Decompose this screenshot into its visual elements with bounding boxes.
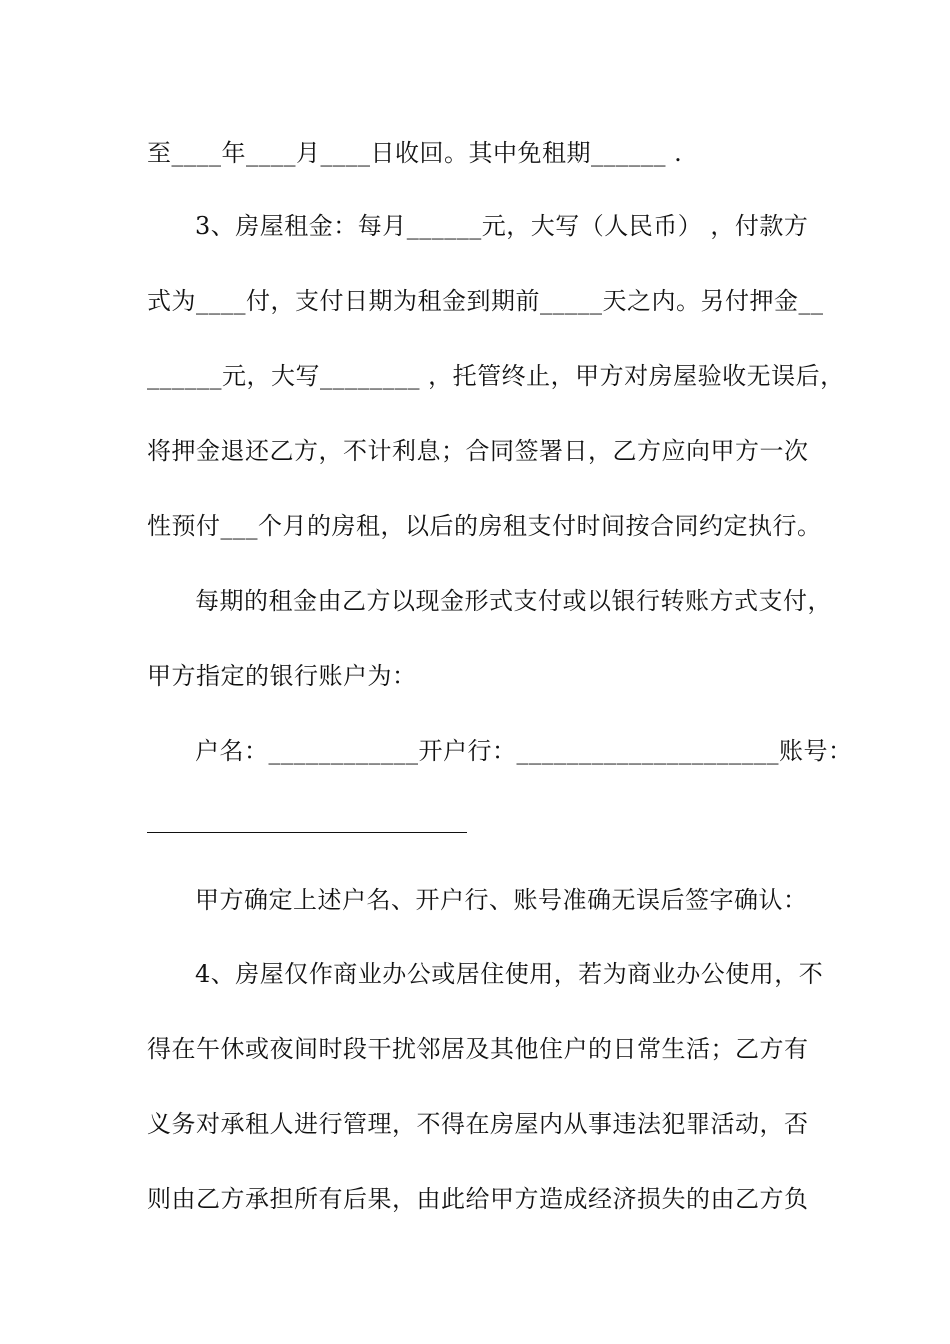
text-line: 3、房屋租金：每月______元，大写（人民币） ，付款方 [195, 212, 809, 240]
text-line: 户名：____________开户行：_____________________账号： [195, 737, 853, 765]
text-line: 每期的租金由乙方以现金形式支付或以银行转账方式支付， [195, 587, 832, 615]
text-line: 则由乙方承担所有后果，由此给甲方造成经济损失的由乙方负 [147, 1185, 809, 1213]
text-line: 性预付___个月的房租，以后的房租支付时间按合同约定执行。 [147, 512, 822, 540]
text-line: 至____年____月____日收回。其中免租期______ . [147, 139, 683, 167]
text-line: 将押金退还乙方，不计利息；合同签署日，乙方应向甲方一次 [147, 437, 809, 465]
text-line: 式为____付，支付日期为租金到期前_____天之内。另付押金__ [147, 287, 824, 315]
text-line: 得在午休或夜间时段干扰邻居及其他住户的日常生活；乙方有 [147, 1035, 809, 1063]
text-line: 甲方确定上述户名、开户行、账号准确无误后签字确认： [195, 886, 808, 914]
account-number-blank [147, 832, 467, 833]
text-line: 4、房屋仅作商业办公或居住使用，若为商业办公使用，不 [195, 960, 824, 988]
text-line: ______元，大写________ ，托管终止，甲方对房屋验收无误后， [147, 362, 845, 390]
text-line: 义务对承租人进行管理，不得在房屋内从事违法犯罪活动，否 [147, 1110, 809, 1138]
text-line: 甲方指定的银行账户为： [147, 662, 417, 690]
